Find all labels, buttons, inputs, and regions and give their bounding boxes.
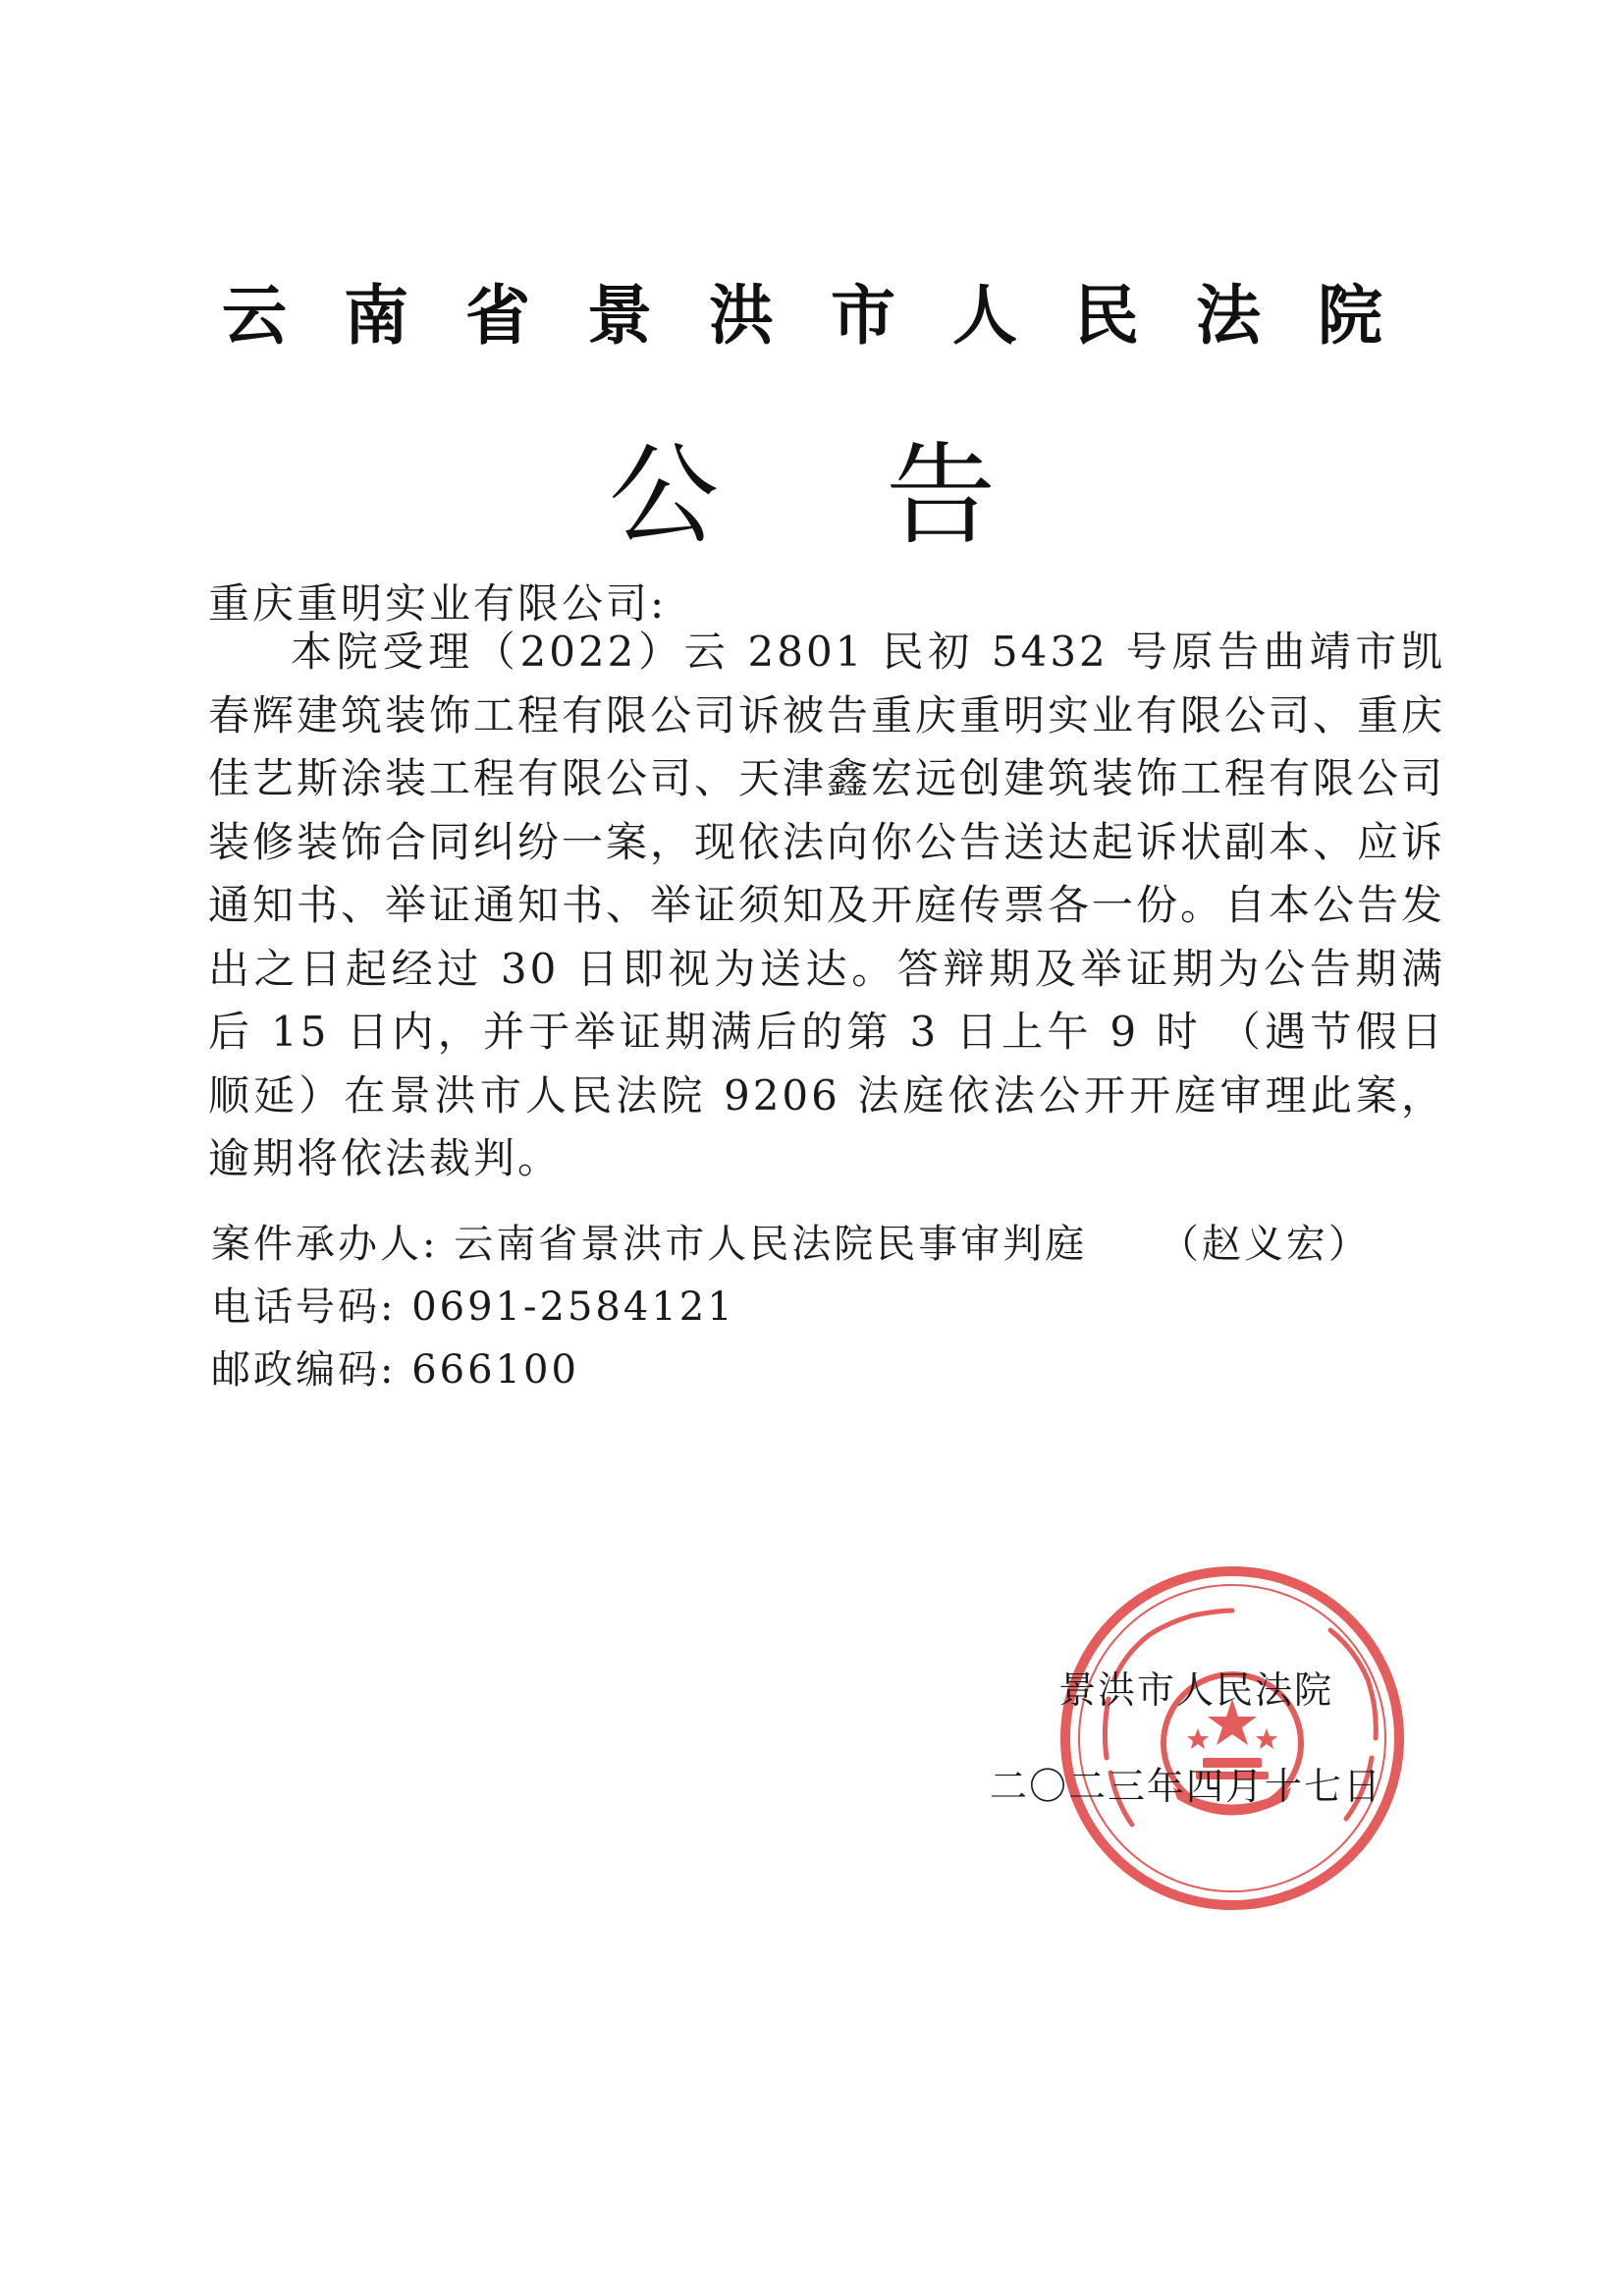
phone-value: 0691-2584121: [411, 1285, 735, 1330]
contact-block: [211, 1213, 1371, 1401]
signature-date: 二〇二三年四月十七日: [990, 1765, 1383, 1808]
notice-body: 本院受理（2022）云 2801 民初 5432 号原告曲靖市凯春辉建筑装饰工程有限公司诉被告重庆重明实业有限公司、重庆佳艺斯涂装工程有限公司、天津鑫宏远创建筑装饰工程有限公司装修装饰合同纠纷一案，现依法向你公告送达起诉状副本、应诉通知书、举证通知书、举证须知及开庭传票各一份。自本公告发出之日起经过 30 日即视为送达。答辩期及举证期为公告期满后 15 日内，并于举证期满后的第 3 日上午 9 时 （遇节假日顺延）在景洪市人民法院 9206 法庭依法公开开庭审理此案，逾期将依法裁判。: [208, 628, 1446, 1182]
notice-title: 公告: [609, 432, 1163, 560]
addressee: 重庆重明实业有限公司:: [208, 579, 668, 628]
court-name-heading: 云南省景洪市人民法院: [222, 278, 1439, 354]
signature-court: 景洪市人民法院: [1058, 1668, 1334, 1712]
court-seal: [1055, 1561, 1409, 1915]
postcode-label: 邮政编码:: [211, 1347, 397, 1393]
postcode-line: [211, 1339, 1371, 1401]
case-handler-name: （赵义宏）: [1159, 1222, 1371, 1267]
phone-label: 电话号码:: [211, 1285, 397, 1330]
case-handler-line: [211, 1213, 1371, 1276]
case-handler-label: 案件承办人:: [211, 1222, 439, 1267]
case-handler-value: 云南省景洪市人民法院民事审判庭: [454, 1222, 1088, 1267]
phone-line: [211, 1276, 1371, 1339]
postcode-value: 666100: [411, 1347, 579, 1393]
